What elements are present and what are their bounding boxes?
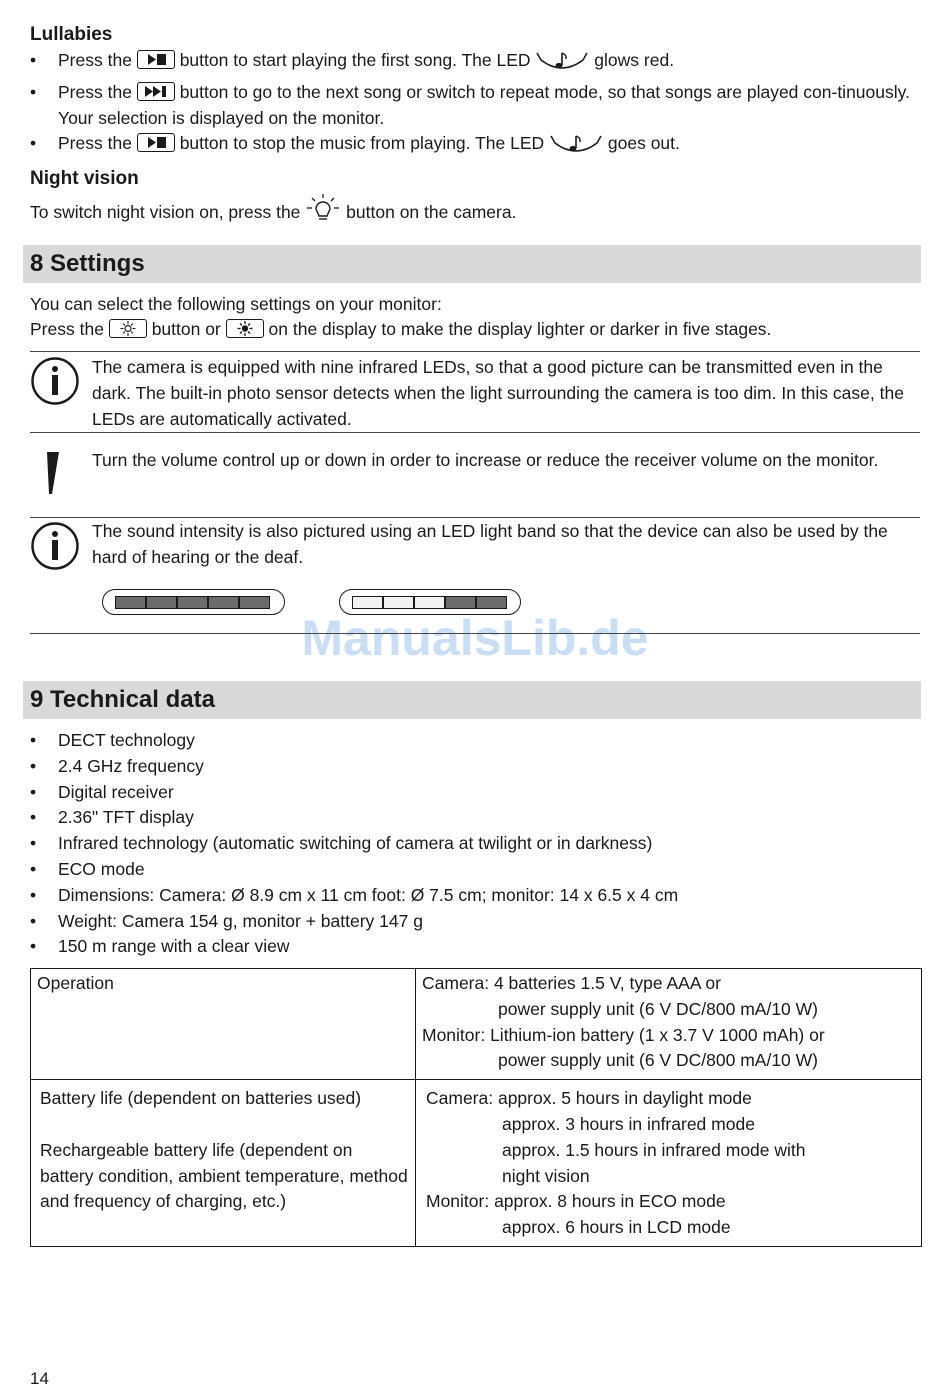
music-led-icon [535, 50, 589, 80]
watermark: ManualsLib.de [301, 610, 649, 666]
list-item: • 2.36" TFT display [30, 805, 920, 831]
brightness-lighter-button-icon [109, 319, 147, 338]
list-item: • 2.4 GHz frequency [30, 754, 920, 780]
page-number: 14 [30, 1369, 49, 1388]
table-row [31, 969, 922, 1080]
brightness-text: Press the button or on the display to make the display lighter or darker in five stages. [30, 319, 772, 339]
list-item: • ECO mode [30, 857, 920, 883]
night-vision-text: To switch night vision on, press the button on the camera. [30, 192, 516, 234]
play-stop-button-icon [137, 133, 175, 152]
settings-section-title: 8 Settings [23, 245, 921, 283]
battery-values: Camera: approx. 5 hours in daylight mode approx. 3 hours in infrared mode approx. 1.5 hours in infrared mode with night vision Monitor: approx. 8 hours in ECO mode approx. 6 hours in LCD mode [416, 1080, 922, 1247]
operation-label: Operation [31, 969, 416, 1080]
divider [30, 432, 920, 433]
technical-section-title: 9 Technical data [23, 681, 921, 719]
info-icon [30, 521, 80, 579]
play-stop-button-icon [137, 50, 175, 69]
divider [30, 351, 920, 352]
list-item: • Press the button to go to the next song or switch to repeat mode, so that songs are played con-tinuously. Your selection is displayed on the monitor. [30, 80, 920, 132]
divider [30, 633, 920, 634]
operation-values: Camera: 4 batteries 1.5 V, type AAA or power supply unit (6 V DC/800 mA/10 W) Monitor: Lithium-ion battery (1 x 3.7 V 1000 mAh) or power supply unit (6 V DC/800 mA/10 W) [416, 969, 922, 1080]
settings-intro: You can select the following settings on your monitor: [30, 294, 442, 314]
next-song-button-icon [137, 82, 175, 101]
technical-list [30, 728, 920, 960]
technical-table [30, 968, 922, 1247]
list-item: • DECT technology [30, 728, 920, 754]
list-item: • Press the button to stop the music from playing. The LED goes out. [30, 131, 920, 163]
table-row [31, 1080, 922, 1247]
night-vision-heading: Night vision [30, 168, 139, 189]
list-item: • 150 m range with a clear view [30, 934, 920, 960]
list-item: • Weight: Camera 154 g, monitor + battery 147 g [30, 909, 920, 935]
list-item: • Press the button to start playing the first song. The LED glows red. [30, 48, 920, 80]
info-note-led-band: The sound intensity is also pictured using an LED light band so that the device can also be used by the hard of hearing or the deaf. [92, 521, 888, 567]
list-item: • Infrared technology (automatic switching of camera at twilight or in darkness) [30, 831, 920, 857]
warning-mark-icon [44, 452, 62, 502]
divider [30, 517, 920, 518]
music-led-icon [549, 133, 603, 163]
info-note-infrared: The camera is equipped with nine infrared LEDs, so that a good picture can be transmitted even in the dark. The built-in photo sensor detects when the light surrounding the camera is too dim. In this case, the LEDs are automatically activated. [92, 357, 904, 429]
info-icon [30, 356, 80, 414]
list-item: • Dimensions: Camera: Ø 8.9 cm x 11 cm foot: Ø 7.5 cm; monitor: 14 x 6.5 x 4 cm [30, 883, 920, 909]
lullabies-heading: Lullabies [30, 24, 113, 45]
night-vision-icon [305, 192, 341, 234]
lullabies-list [30, 48, 920, 163]
brightness-darker-button-icon [226, 319, 264, 338]
battery-labels: Battery life (dependent on batteries used) Rechargeable battery life (dependent on battery condition, ambient temperature, method and frequency of charging, etc.) [31, 1080, 416, 1247]
volume-note: Turn the volume control up or down in order to increase or reduce the receiver volume on the monitor. [92, 450, 879, 470]
list-item: • Digital receiver [30, 780, 920, 806]
